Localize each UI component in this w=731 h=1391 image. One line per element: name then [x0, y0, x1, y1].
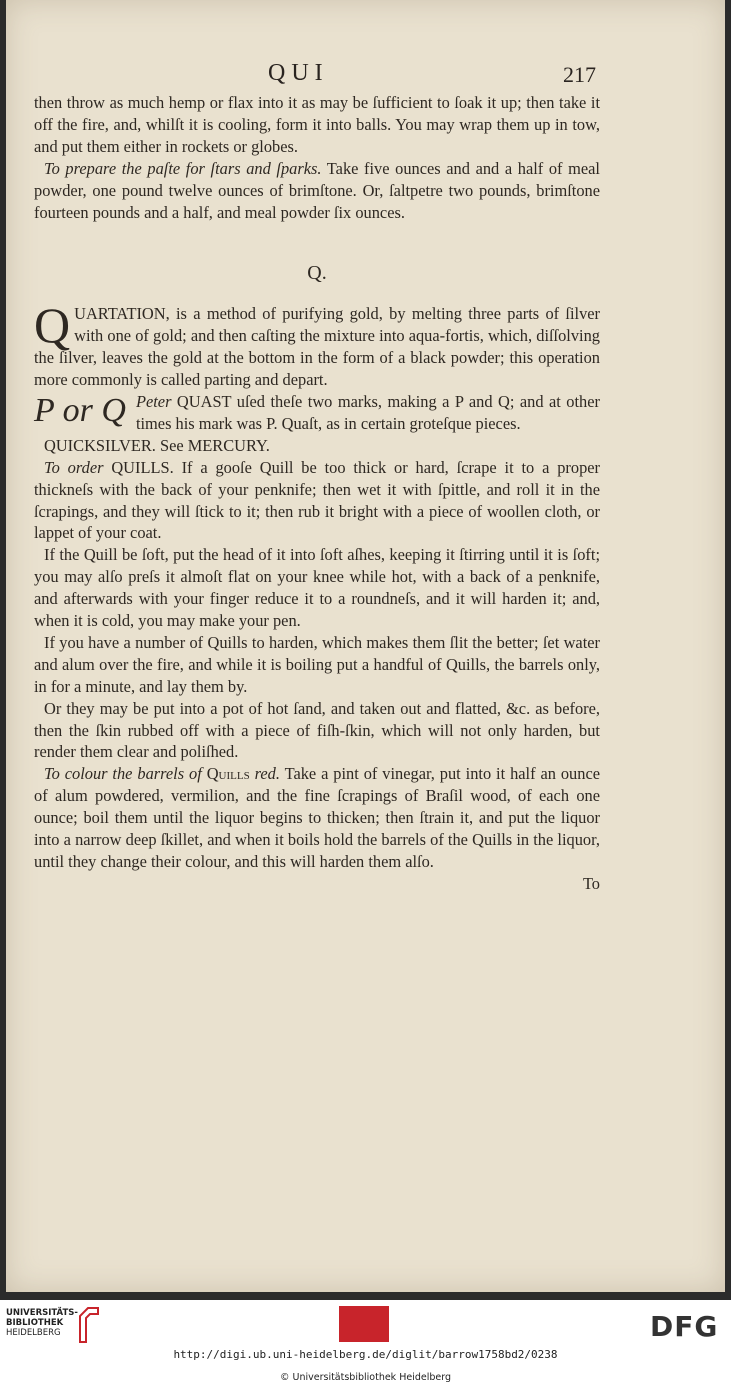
paragraph-quills: To order QUILLS. If a gooſe Quill be too thick or hard, ſcrape it to a proper thickneſs with the back of your penknife; then wet it with ſpittle, and roll it in the ſcrapings, and they will ſtick to it; then rub it bright with a piece of woollen cloth, or lappet of your coat. [34, 457, 601, 543]
book-page [6, 0, 725, 1292]
partner-logo [339, 1306, 389, 1342]
paragraph-quast: P or Q Peter QUAST uſed theſe two marks, making a P and Q; and at other times his mark was P. Quaſt, as in certain groteſque pieces. [34, 391, 600, 433]
ub-heidelberg-logo-text: UNIVERSITÄTS- BIBLIOTHEK HEIDELBERG [6, 1308, 78, 1338]
viewer-footer [0, 1300, 731, 1391]
header-title: QUI [268, 60, 329, 86]
paragraph-quartation: QUARTATION, is a method of purifying gold, by melting three parts of ſilver with one of gold; and then caſting the mixture into aqua-fortis, which, diſſolving the ſilver, leaves the gold at the bottom in the form of a black powder; this operation more commonly is called parting and depart. [34, 297, 600, 390]
paragraph-soft-quill: If the Quill be ſoft, put the head of it into ſoft aſhes, keeping it ſtirring until it is ſoft; you may alſo preſs it almoſt flat on your knee while hot, with a back of a penknife, and afterwards with your finger reduce it to a roundneſs, and it will harden it; and, when it is cold, you may make your pen. [34, 545, 600, 631]
section-letter: Q. [307, 262, 327, 285]
running-header [6, 60, 725, 90]
copyright-notice: © Universitätsbibliothek Heidelberg [279, 1372, 451, 1383]
paragraph-quicksilver: QUICKSILVER. See MERCURY. [44, 435, 270, 455]
dfg-logo: DFG [650, 1310, 719, 1343]
page-number: 217 [563, 62, 596, 87]
drop-cap: Q [34, 297, 71, 354]
ub-heidelberg-logo-icon [78, 1306, 100, 1344]
paragraph-paste-stars: To prepare the paſte for ſtars and ſparks. Take five ounces and and a half of meal powder, one pound twelve ounces of brimſtone. Or, ſaltpetre two pounds, brimſtone fourteen pounds and a half, and meal powder ſix ounces. [34, 158, 600, 222]
paragraph-harden-quills: If you have a number of Quills to harden, which makes them ſlit the better; ſet water and alum over the fire, and while it is boiling put a handful of Quills, the barrels only, in for a minute, and lay them by. [34, 632, 600, 696]
paragraph-continuation: then throw as much hemp or flax into it as may be ſufficient to ſoak it up; then take it off the fire, and, whilſt it is cooling, form it into balls. You may wrap them up in tow, and put them either in rockets or globes. [34, 93, 600, 156]
printer-marks: P or Q [34, 391, 126, 429]
permalink-url[interactable]: http://digi.ub.uni-heidelberg.de/diglit/barrow1758bd2/0238 [173, 1348, 558, 1361]
paragraph-colour-barrels: To colour the barrels of Quills red. Take a pint of vinegar, put into it half an ounce of alum powdered, vermilion, and the fine ſcrapings of Braſil wood, of each one ounce; boil them until the liquor begins to thicken; then ſtrain it, and put the liquor into a narrow deep ſkillet, and when it boils hold the barrels of the Quills in the liquor, until they change their colour, and this will harden them alſo. [34, 764, 601, 871]
paragraph-lead: To prepare the paſte for ſtars and ſparks. [44, 158, 322, 178]
paragraph-hot-sand: Or they may be put into a pot of hot ſand, and taken out and flatted, &c. as before, then the ſkin rubbed off with a piece of fiſh-ſkin, which will not only harden, but render them clear and poliſhed. [34, 698, 600, 762]
page-body [34, 92, 600, 895]
catchword: To [582, 873, 600, 893]
